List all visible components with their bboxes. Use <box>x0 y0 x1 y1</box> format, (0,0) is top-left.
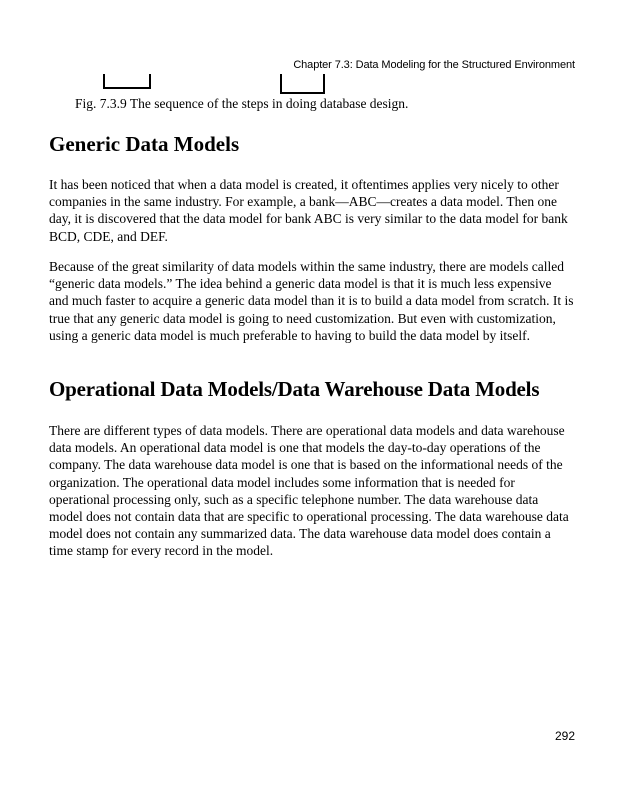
section-heading-operational-dw-data-models: Operational Data Models/Data Warehouse Data Models <box>49 377 540 401</box>
section-heading-generic-data-models: Generic Data Models <box>49 132 240 156</box>
figure-fragment-left <box>103 74 151 89</box>
paragraph: There are different types of data models. There are operational data models and data warehouse data models. An operational data model is one that models the day-to-day operations of the company. The data warehouse data model is one that is based on the informational needs of the organization. The operational data model includes some information that is needed for operational processing only, such as a specific telephone number. The data warehouse data model does not contain data that are specific to operational processing. The data warehouse data model does not contain any summarized data. The data warehouse data model does contain a time stamp for every record in the model. <box>49 423 569 559</box>
running-header: Chapter 7.3: Data Modeling for the Structured Environment <box>293 59 575 71</box>
paragraph: Because of the great similarity of data models within the same industry, there are models called “generic data models.” The idea behind a generic data model is that it is much less expensive and much faster to acquire a generic data model than it is to build a data model from scratch. It is true that any generic data model is going to need customization. But even with customization, using a generic data model is much preferable to having to build the data model by itself. <box>49 259 574 343</box>
paragraph: It has been noticed that when a data model is created, it oftentimes applies very nicely to other companies in the same industry. For example, a bank—ABC—creates a data model. Then one day, it is discovered that the data model for bank ABC is very similar to the data model for bank BCD, CDE, and DEF. <box>49 177 568 244</box>
figure-caption: Fig. 7.3.9 The sequence of the steps in doing database design. <box>75 96 409 111</box>
figure-fragment-right <box>280 74 325 94</box>
page-number: 292 <box>554 729 575 743</box>
